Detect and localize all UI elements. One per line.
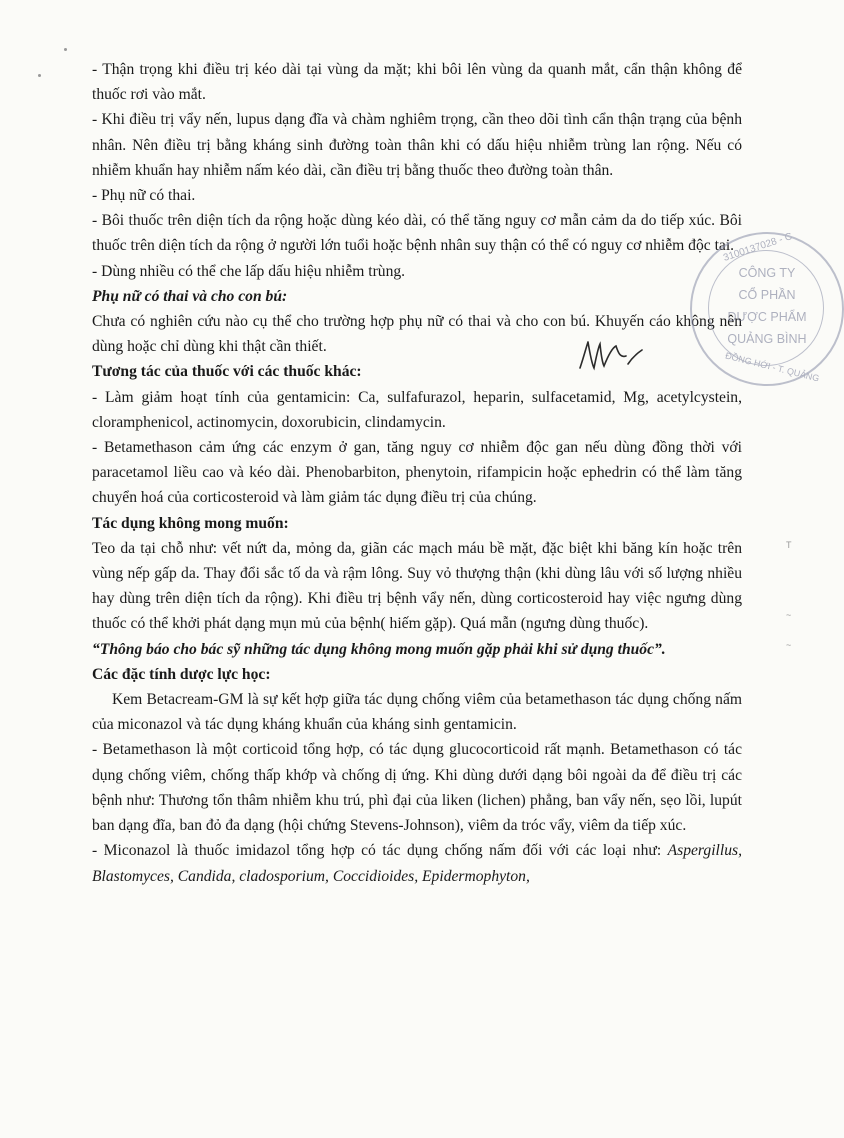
paragraph-combination: Kem Betacream-GM là sự kết hợp giữa tác dụng chống viêm của betamethason tác dụng chống nấm của miconazol và tác dụng kháng khuẩn của kháng sinh gentamicin. xyxy=(92,691,742,734)
stamp-line-3: DƯỢC PHẨM xyxy=(727,310,807,324)
document-body xyxy=(92,57,742,889)
paragraph-interactions-gentamicin: - Làm giảm hoạt tính của gentamicin: Ca, sulfafurazol, heparin, sulfacetamid, Mg, acetylcystein, cloramphenicol, actinomycin, doxorubicin, clindamycin. xyxy=(92,388,742,431)
paragraph-caution-pregnant: - Phụ nữ có thai. xyxy=(92,187,196,205)
paragraph-caution-large-area: - Bôi thuốc trên diện tích da rộng hoặc dùng kéo dài, có thể tăng nguy cơ mẫn cảm da do tiếp xúc. Bôi thuốc trên diện tích da rộng ở người lớn tuổi hoặc bệnh nhân suy thận có thể có nguy cơ nhiễm độc tai. xyxy=(92,212,742,255)
paragraph-betamethason: - Betamethason là một corticoid tổng hợp, có tác dụng glucocorticoid rất mạnh. Betamethason có tác dụng chống viêm, chống thấp khớp và chống dị ứng. Khi dùng dưới dạng bôi ngoài da để điều trị các bệnh như: Thương tổn thâm nhiễm khu trú, phì đại của liken (lichen) phẳng, ban vẩy nến, sẹo lồi, lupút ban dạng đĩa, ban đỏ đa dạng (hội chứng Stevens-Johnson), viêm da tróc vẩy, viêm da tiếp xúc. xyxy=(92,741,742,835)
scan-speck xyxy=(64,48,67,51)
paragraph-interactions-betamethason: - Betamethason cảm ứng các enzym ở gan, tăng nguy cơ nhiễm độc gan nếu dùng đồng thời với paracetamol liều cao và kéo dài. Phenobarbiton, phenytoin, rifampicin hoặc ephedrin có thể làm tăng chuyển hoá của corticosteroid và làm giảm tác dụng điều trị của chúng. xyxy=(92,439,742,507)
paragraph-side-effects: Teo da tại chỗ như: vết nứt da, mỏng da, giãn các mạch máu bề mặt, đặc biệt khi băng kín hoặc trên vùng nếp gấp da. Thay đổi sắc tố da và rậm lông. Suy vỏ thượng thận (khi dùng lâu với số lượng nhiều hay dùng trên diện tích da rộng). Khi điều trị bệnh vẩy nến, dùng corticosteroid hay việc ngưng dùng thuốc có thể khởi phát dạng mụn mủ của bệnh( hiếm gặp). Quá mẫn (ngưng dùng thuốc). xyxy=(92,539,742,633)
edge-scan-mark: ~ xyxy=(786,610,792,620)
paragraph-miconazol xyxy=(92,838,742,888)
company-stamp xyxy=(690,232,844,386)
paragraph-pregnancy: Chưa có nghiên cứu nào cụ thể cho trường hợp phụ nữ có thai và cho con bú. Khuyến cáo không nên dùng hoặc chỉ dùng khi thật cần thiết. xyxy=(92,313,742,356)
notice-report-doctor: “Thông báo cho bác sỹ những tác dụng không mong muốn gặp phải khi sử dụng thuốc”. xyxy=(92,640,666,658)
stamp-code: 3100137028 - C xyxy=(722,231,794,264)
stamp-line-1: CÔNG TY xyxy=(738,266,796,280)
heading-pharmacology: Các đặc tính dược lực học: xyxy=(92,665,271,683)
edge-scan-mark: ~ xyxy=(786,640,792,650)
paragraph-caution-face: - Thận trọng khi điều trị kéo dài tại vùng da mặt; khi bôi lên vùng da quanh mắt, cẩn thận không để thuốc rơi vào mắt. xyxy=(92,61,742,104)
miconazol-text: - Miconazol là thuốc imidazol tổng hợp có tác dụng chống nấm đối với các loại như: xyxy=(92,842,662,860)
heading-interactions: Tương tác của thuốc với các thuốc khác: xyxy=(92,363,362,381)
handwritten-signature xyxy=(576,334,646,374)
heading-side-effects: Tác dụng không mong muốn: xyxy=(92,514,289,532)
paragraph-caution-infection: - Dùng nhiều có thể che lấp dấu hiệu nhiễm trùng. xyxy=(92,262,406,280)
edge-scan-mark: T xyxy=(786,540,792,550)
stamp-line-2: CỔ PHẦN xyxy=(738,288,796,302)
stamp-line-4: QUẢNG BÌNH xyxy=(727,332,807,346)
scan-speck xyxy=(38,74,41,77)
fungi-species-list: Aspergillus, Blastomyces, Candida, cladosporium, Coccidioides, Epidermophyton, xyxy=(92,842,742,885)
heading-pregnancy: Phụ nữ có thai và cho con bú: xyxy=(92,287,288,305)
stamp-footer: ĐỒNG HỚI - T. QUẢNG xyxy=(724,350,821,384)
paragraph-caution-psoriasis: - Khi điều trị vẩy nến, lupus dạng đĩa và chàm nghiêm trọng, cần theo dõi tình cẩn thận trạng của bệnh nhân. Nên điều trị bằng kháng sinh đường toàn thân khi có dấu hiệu nhiễm trùng lan rộng. Nếu có nhiễm khuẩn hay nhiễm nấm kéo dài, cần điều trị bằng thuốc theo đường toàn thân. xyxy=(92,111,742,179)
